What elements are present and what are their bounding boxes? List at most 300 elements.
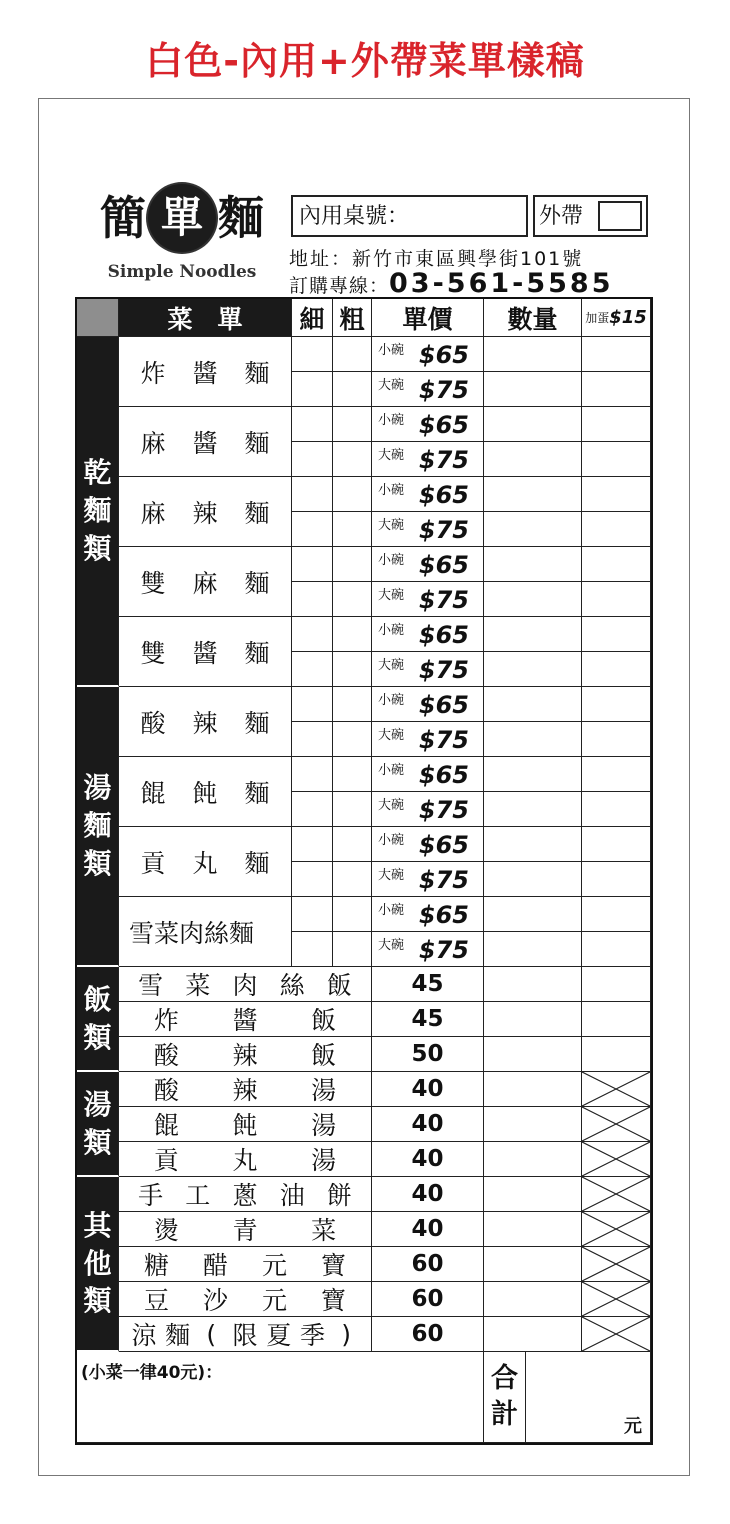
noodle-name [119, 827, 292, 897]
side-dish-note[interactable] [77, 1352, 484, 1443]
category-soup [77, 1072, 119, 1177]
item-name-char: 絲 [279, 971, 305, 1000]
item-name-char: 麻 [140, 498, 166, 528]
egg-field[interactable] [582, 827, 651, 862]
simple-item-price [372, 1282, 484, 1317]
qty-field[interactable] [484, 1247, 582, 1282]
thin-checkbox[interactable] [292, 442, 333, 477]
price-amount: 45 [411, 1006, 444, 1032]
thick-checkbox[interactable] [333, 687, 372, 722]
price-amount: 40 [411, 1216, 444, 1242]
qty-field[interactable] [484, 407, 582, 442]
category-char: 飯 [83, 982, 112, 1016]
category-other [77, 1177, 119, 1352]
thin-checkbox[interactable] [292, 337, 333, 372]
noodle-name [119, 407, 292, 477]
price-amount: $65 [418, 831, 469, 859]
item-name-char: 季 [299, 1321, 325, 1350]
price-amount: $65 [418, 551, 469, 579]
price-amount: $65 [418, 691, 469, 719]
cross-mark [582, 1247, 650, 1281]
size-label: 大碗 [378, 728, 405, 743]
total-unit: 元 [624, 1416, 642, 1437]
noodle-name-text: 雪菜肉絲麵 [129, 918, 255, 948]
qty-field[interactable] [484, 372, 582, 407]
thick-checkbox[interactable] [333, 337, 372, 372]
category-char: 湯 [83, 771, 112, 805]
thick-checkbox[interactable] [333, 932, 372, 967]
takeout-checkbox[interactable] [598, 201, 642, 231]
egg-field[interactable] [582, 337, 651, 372]
simple-item-name [119, 1317, 372, 1352]
item-name-char: 貢 [153, 1146, 179, 1175]
price-amount: $75 [418, 446, 469, 474]
price-amount: 60 [411, 1251, 444, 1277]
noodle-name [119, 337, 292, 407]
header-thin [292, 299, 333, 337]
category-char: 類 [83, 846, 112, 880]
size-label: 大碗 [378, 938, 405, 953]
phone-label: 訂購專線： [289, 275, 390, 297]
qty-field[interactable] [484, 617, 582, 652]
unavailable-cross [582, 1072, 651, 1107]
price-large [372, 932, 484, 967]
price-amount: $75 [418, 866, 469, 894]
price-amount: 40 [411, 1076, 444, 1102]
item-name-char: 湯 [311, 1076, 337, 1105]
thick-checkbox[interactable] [333, 792, 372, 827]
thin-checkbox[interactable] [292, 617, 333, 652]
item-name-char: 飩 [232, 1111, 258, 1140]
category-char: 他 [83, 1246, 112, 1280]
simple-item-price [372, 1107, 484, 1142]
item-name-char: 辣 [232, 1041, 258, 1070]
simple-item-price [372, 1002, 484, 1037]
size-label: 小碗 [378, 903, 405, 918]
item-name-char: 丸 [232, 1146, 258, 1175]
cross-mark [582, 1212, 650, 1246]
item-name-char: 麵 [244, 708, 270, 738]
size-label: 大碗 [378, 658, 405, 673]
size-label: 大碗 [378, 798, 405, 813]
item-name-char: 炸 [140, 358, 166, 388]
price-large [372, 442, 484, 477]
qty-field[interactable] [484, 582, 582, 617]
egg-field[interactable] [582, 407, 651, 442]
simple-item-price [372, 967, 484, 1002]
category-soup-noodle [77, 687, 119, 967]
egg-field[interactable] [582, 547, 651, 582]
item-name-char: 雪 [138, 971, 164, 1000]
unavailable-cross [582, 1177, 651, 1212]
item-name-char: 麵 [244, 358, 270, 388]
price-amount: 60 [411, 1286, 444, 1312]
item-name-char: 涼 [131, 1321, 157, 1350]
size-label: 小碗 [378, 483, 405, 498]
egg-field[interactable] [582, 652, 651, 687]
item-name-char: 飯 [326, 971, 352, 1000]
price-large [372, 512, 484, 547]
qty-field[interactable] [484, 1107, 582, 1142]
total-label [484, 1352, 526, 1443]
price-amount: $65 [418, 901, 469, 929]
item-name-char: ) [341, 1319, 352, 1349]
thin-checkbox[interactable] [292, 372, 333, 407]
item-name-char: ( [206, 1319, 217, 1349]
thin-checkbox[interactable] [292, 862, 333, 897]
thick-checkbox[interactable] [333, 407, 372, 442]
size-label: 大碗 [378, 588, 405, 603]
unavailable-cross [582, 1212, 651, 1247]
item-name-char: 手 [138, 1181, 164, 1210]
size-label: 大碗 [378, 868, 405, 883]
logo-subtitle: Simple Noodles [107, 262, 257, 282]
thick-checkbox[interactable] [333, 582, 372, 617]
item-name-char: 青 [232, 1216, 258, 1245]
item-name-char: 糖 [143, 1251, 169, 1280]
category-rice [77, 967, 119, 1072]
price-amount: 40 [411, 1111, 444, 1137]
phone-number: 03-561-5585 [389, 268, 614, 299]
simple-item-price [372, 1247, 484, 1282]
price-small [372, 547, 484, 582]
size-label: 大碗 [378, 518, 405, 533]
qty-field[interactable] [484, 722, 582, 757]
qty-field[interactable] [484, 827, 582, 862]
thin-checkbox[interactable] [292, 512, 333, 547]
price-small [372, 407, 484, 442]
qty-field[interactable] [484, 1002, 582, 1037]
size-label: 小碗 [378, 833, 405, 848]
thick-checkbox[interactable] [333, 372, 372, 407]
category-char: 麵 [83, 809, 112, 843]
total-char: 合 [491, 1362, 518, 1394]
header-menu [119, 299, 292, 337]
price-small [372, 757, 484, 792]
qty-field[interactable] [484, 757, 582, 792]
header-thick [333, 299, 372, 337]
egg-field[interactable] [582, 582, 651, 617]
category-dry-noodle [77, 337, 119, 687]
qty-field[interactable] [484, 1282, 582, 1317]
table-number-label: 內用桌號： [299, 204, 410, 229]
unavailable-cross [582, 1247, 651, 1282]
category-char: 類 [83, 1020, 112, 1054]
qty-field[interactable] [484, 547, 582, 582]
unavailable-cross [582, 1142, 651, 1177]
item-name-char: 麵 [244, 848, 270, 878]
category-char: 其 [83, 1208, 112, 1242]
simple-item-name [119, 1037, 372, 1072]
price-small [372, 477, 484, 512]
qty-field[interactable] [484, 792, 582, 827]
egg-field[interactable] [582, 932, 651, 967]
item-name-char: 貢 [140, 848, 166, 878]
qty-field[interactable] [484, 1212, 582, 1247]
price-amount: 40 [411, 1181, 444, 1207]
header-corner [77, 299, 119, 337]
egg-field[interactable] [582, 757, 651, 792]
cross-mark [582, 1107, 650, 1141]
noodle-name [119, 687, 292, 757]
thin-checkbox[interactable] [292, 582, 333, 617]
item-name-char: 麵 [244, 428, 270, 458]
qty-field[interactable] [484, 442, 582, 477]
header-thin-label: 細 [299, 304, 325, 334]
thin-checkbox[interactable] [292, 792, 333, 827]
menu-grid [75, 297, 653, 1445]
item-name-char: 酸 [140, 708, 166, 738]
price-amount: 45 [411, 971, 444, 997]
price-amount: $65 [418, 411, 469, 439]
cross-mark [582, 1177, 650, 1211]
simple-item-name [119, 967, 372, 1002]
header-price-label: 單價 [402, 304, 453, 334]
thick-checkbox[interactable] [333, 547, 372, 582]
price-amount: $65 [418, 761, 469, 789]
thick-checkbox[interactable] [333, 722, 372, 757]
thick-checkbox[interactable] [333, 442, 372, 477]
qty-field[interactable] [484, 512, 582, 547]
thin-checkbox[interactable] [292, 547, 333, 582]
size-label: 大碗 [378, 378, 405, 393]
item-name-char: 醋 [202, 1251, 228, 1280]
simple-item-name [119, 1247, 372, 1282]
thick-checkbox[interactable] [333, 512, 372, 547]
egg-price: $15 [609, 307, 647, 328]
logo [82, 178, 282, 288]
qty-field[interactable] [484, 1177, 582, 1212]
logo-char: 麵 [218, 191, 264, 245]
item-name-char: 燙 [153, 1216, 179, 1245]
unavailable-cross [582, 1317, 651, 1352]
item-name-char: 醬 [192, 638, 218, 668]
item-name-char: 醬 [192, 358, 218, 388]
size-label: 大碗 [378, 448, 405, 463]
simple-item-name [119, 1072, 372, 1107]
thick-checkbox[interactable] [333, 827, 372, 862]
category-char: 乾 [83, 456, 112, 490]
thin-checkbox[interactable] [292, 827, 333, 862]
qty-field[interactable] [484, 337, 582, 372]
qty-field[interactable] [484, 477, 582, 512]
thin-checkbox[interactable] [292, 932, 333, 967]
simple-item-price [372, 1142, 484, 1177]
item-name-char: 沙 [202, 1286, 228, 1315]
thick-checkbox[interactable] [333, 652, 372, 687]
item-name-char: 麻 [192, 568, 218, 598]
item-name-char: 工 [185, 1181, 211, 1210]
price-small [372, 337, 484, 372]
item-name-char: 菜 [311, 1216, 337, 1245]
price-amount: $65 [418, 481, 469, 509]
cross-mark [582, 1142, 650, 1176]
thin-checkbox[interactable] [292, 757, 333, 792]
thin-checkbox[interactable] [292, 722, 333, 757]
simple-item-price [372, 1072, 484, 1107]
price-amount: $75 [418, 936, 469, 964]
size-label: 小碗 [378, 343, 405, 358]
thin-checkbox[interactable] [292, 407, 333, 442]
price-small [372, 617, 484, 652]
item-name-char: 辣 [192, 498, 218, 528]
item-name-char: 餛 [140, 778, 166, 808]
price-amount: $75 [418, 796, 469, 824]
logo-char: 簡 [100, 191, 146, 245]
cross-mark [582, 1317, 650, 1351]
egg-field[interactable] [582, 512, 651, 547]
egg-field[interactable] [582, 442, 651, 477]
item-name-char: 油 [279, 1181, 305, 1210]
header-price [372, 299, 484, 337]
total-field[interactable] [526, 1352, 651, 1443]
header-menu-label: 菜 單 [167, 304, 243, 334]
header-qty-label: 數量 [507, 304, 558, 334]
page-title: 白色-內用+外帶菜單樣稿 [145, 39, 585, 83]
simple-item-price [372, 1212, 484, 1247]
size-label: 小碗 [378, 553, 405, 568]
item-name-char: 辣 [232, 1076, 258, 1105]
qty-field[interactable] [484, 687, 582, 722]
item-name-char: 寶 [320, 1251, 346, 1280]
egg-field [582, 1037, 651, 1072]
thin-checkbox[interactable] [292, 477, 333, 512]
item-name-char: 菜 [185, 971, 211, 1000]
price-large [372, 722, 484, 757]
qty-field[interactable] [484, 1037, 582, 1072]
egg-field[interactable] [582, 897, 651, 932]
item-name-char: 酸 [153, 1041, 179, 1070]
egg-field[interactable] [582, 687, 651, 722]
thick-checkbox[interactable] [333, 617, 372, 652]
cross-mark [582, 1282, 650, 1316]
logo-char: 單 [160, 193, 203, 242]
price-amount: $75 [418, 586, 469, 614]
thin-checkbox[interactable] [292, 652, 333, 687]
item-name-char: 湯 [311, 1146, 337, 1175]
price-amount: $65 [418, 621, 469, 649]
item-name-char: 湯 [311, 1111, 337, 1140]
egg-field[interactable] [582, 617, 651, 652]
item-name-char: 豆 [143, 1286, 169, 1315]
unavailable-cross [582, 1282, 651, 1317]
thin-checkbox[interactable] [292, 897, 333, 932]
side-dish-note-label: (小菜一律40元)： [81, 1363, 223, 1383]
price-amount: 40 [411, 1146, 444, 1172]
thick-checkbox[interactable] [333, 897, 372, 932]
item-name-char: 蔥 [232, 1181, 258, 1210]
unavailable-cross [582, 1107, 651, 1142]
thick-checkbox[interactable] [333, 862, 372, 897]
thick-checkbox[interactable] [333, 757, 372, 792]
address: 地址：新竹市東區興學街101號 [289, 248, 584, 270]
price-large [372, 372, 484, 407]
simple-item-name [119, 1107, 372, 1142]
egg-field[interactable] [582, 792, 651, 827]
header-thick-label: 粗 [339, 304, 365, 334]
price-amount: 50 [411, 1041, 444, 1067]
price-large [372, 652, 484, 687]
size-label: 小碗 [378, 693, 405, 708]
price-small [372, 687, 484, 722]
egg-label: 加蛋 [585, 311, 610, 325]
qty-field[interactable] [484, 967, 582, 1002]
item-name-char: 飩 [192, 778, 218, 808]
thin-checkbox[interactable] [292, 687, 333, 722]
price-large [372, 792, 484, 827]
item-name-char: 酸 [153, 1076, 179, 1105]
price-large [372, 582, 484, 617]
simple-item-name [119, 1002, 372, 1037]
simple-item-name [119, 1142, 372, 1177]
qty-field[interactable] [484, 1072, 582, 1107]
price-small [372, 897, 484, 932]
egg-field[interactable] [582, 722, 651, 757]
noodle-name [119, 897, 292, 967]
item-name-char: 元 [261, 1251, 287, 1280]
noodle-name [119, 477, 292, 547]
qty-field[interactable] [484, 1317, 582, 1352]
size-label: 小碗 [378, 623, 405, 638]
table-number-field[interactable] [291, 195, 528, 237]
item-name-char: 餛 [153, 1111, 179, 1140]
simple-item-name [119, 1212, 372, 1247]
category-char: 類 [83, 531, 112, 565]
price-large [372, 862, 484, 897]
price-amount: 60 [411, 1321, 444, 1347]
egg-field[interactable] [582, 862, 651, 897]
header-qty [484, 299, 582, 337]
qty-field[interactable] [484, 652, 582, 687]
item-name-char: 辣 [192, 708, 218, 738]
item-name-char: 限 [232, 1321, 258, 1350]
phone-line [289, 268, 614, 299]
item-name-char: 夏 [266, 1321, 292, 1350]
price-amount: $75 [418, 726, 469, 754]
simple-item-price [372, 1317, 484, 1352]
item-name-char: 餅 [326, 1181, 352, 1210]
price-amount: $75 [418, 656, 469, 684]
takeout-label: 外帶 [539, 204, 584, 229]
noodle-name [119, 617, 292, 687]
egg-field[interactable] [582, 477, 651, 512]
price-amount: $65 [418, 341, 469, 369]
item-name-char: 麵 [244, 778, 270, 808]
category-char: 湯 [83, 1087, 112, 1121]
item-name-char: 飯 [311, 1006, 337, 1035]
thick-checkbox[interactable] [333, 477, 372, 512]
item-name-char: 麻 [140, 428, 166, 458]
qty-field[interactable] [484, 932, 582, 967]
egg-field [582, 967, 651, 1002]
price-amount: $75 [418, 376, 469, 404]
egg-field[interactable] [582, 372, 651, 407]
takeout-field[interactable] [533, 195, 648, 237]
noodle-name [119, 547, 292, 617]
item-name-char: 麵 [244, 638, 270, 668]
qty-field[interactable] [484, 1142, 582, 1177]
qty-field[interactable] [484, 897, 582, 932]
egg-field [582, 1002, 651, 1037]
simple-item-name [119, 1282, 372, 1317]
item-name-char: 麵 [165, 1321, 191, 1350]
item-name-char: 寶 [320, 1286, 346, 1315]
logo-circle [148, 184, 216, 252]
qty-field[interactable] [484, 862, 582, 897]
category-char: 類 [83, 1125, 112, 1159]
cross-mark [582, 1072, 650, 1106]
price-amount: $75 [418, 516, 469, 544]
